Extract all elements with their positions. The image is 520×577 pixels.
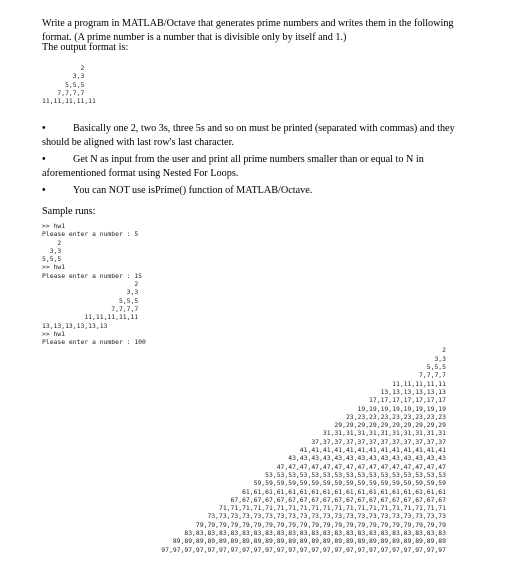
output-format-example: 2 3,3 5,5,5 7,7,7,7 11,11,11,11,11 xyxy=(42,64,96,106)
bullet-marker: • xyxy=(42,185,46,196)
output-format-heading: The output format is: xyxy=(42,42,129,53)
bullet-text: Get N as input from the user and print all prime numbers smaller than or equal to N in aforementioned format using Nested For Loops. xyxy=(42,154,424,179)
intro-paragraph: Write a program in MATLAB/Octave that generates prime numbers and writes them in the following format. (A prime number is a number that is divisible only by itself and 1.) xyxy=(42,18,454,44)
bullet-item xyxy=(42,184,482,198)
bullet-marker: • xyxy=(42,154,46,165)
bullet-marker: • xyxy=(42,123,46,134)
bullet-text: Basically one 2, two 3s, three 5s and so on must be printed (separated with commas) and they should be aligned with last row's last character. xyxy=(42,123,455,148)
sample-runs-heading: Sample runs: xyxy=(42,206,96,217)
bullet-item xyxy=(42,153,482,181)
requirements-list xyxy=(42,122,482,201)
bullet-text: You can NOT use isPrime() function of MATLAB/Octave. xyxy=(73,185,313,196)
bullet-item xyxy=(42,122,482,150)
sample-runs-console: >> hw1 Please enter a number : 5 2 3,3 5,5,5 >> hw1 Please enter a number : 15 2 3,3 5,5,5 7,7,7,7 11,11,11,11,11 13,13,13,13,13,13 >> hw1 Please enter a number : 100 2 3,3 5,5,5 7,7,7,7 11,11,11,11,11 13,13,13,13,13,13 17,17,17,17,17,17,17 19,19,19,19,19,19,19,19 23,23,23,23,23,23,23,23,23 29,29,29,29,29,29,29,29,29,29 31,31,31,31,31,31,31,31,31,31,31 37,37,37,37,37,37,37,37,37,37,37,37 41,41,41,41,41,41,41,41,41,41,41,41,41 43,43,43,43,43,43,43,43,43,43,43,43,43,43 47,47,47,47,47,47,47,47,47,47,47,47,47,47,47 53,53,53,53,53,53,53,53,53,53,53,53,53,53,53,53 59,59,59,59,59,59,59,59,59,59,59,59,59,59,59,59,59 61,61,61,61,61,61,61,61,61,61,61,61,61,61,61,61,61,61 67,67,67,67,67,67,67,67,67,67,67,67,67,67,67,67,67,67,67 71,71,71,71,71,71,71,71,71,71,71,71,71,71,71,71,71,71,71,71 73,73,73,73,73,73,73,73,73,73,73,73,73,73,73,73,73,73,73,73,73 79,79,79,79,79,79,79,79,79,79,79,79,79,79,79,79,79,79,79,79,79,79 83,83,83,83,83,83,83,83,83,83,83,83,83,83,83,83,83,83,83,83,83,83,83 89,89,89,89,89,89,89,89,89,89,89,89,89,89,89,89,89,89,89,89,89,89,89,89 97,97,97,97,97,97,97,97,97,97,97,97,97,97,97,97,97,97,97,97,97,97,97,97,97 xyxy=(42,222,446,554)
